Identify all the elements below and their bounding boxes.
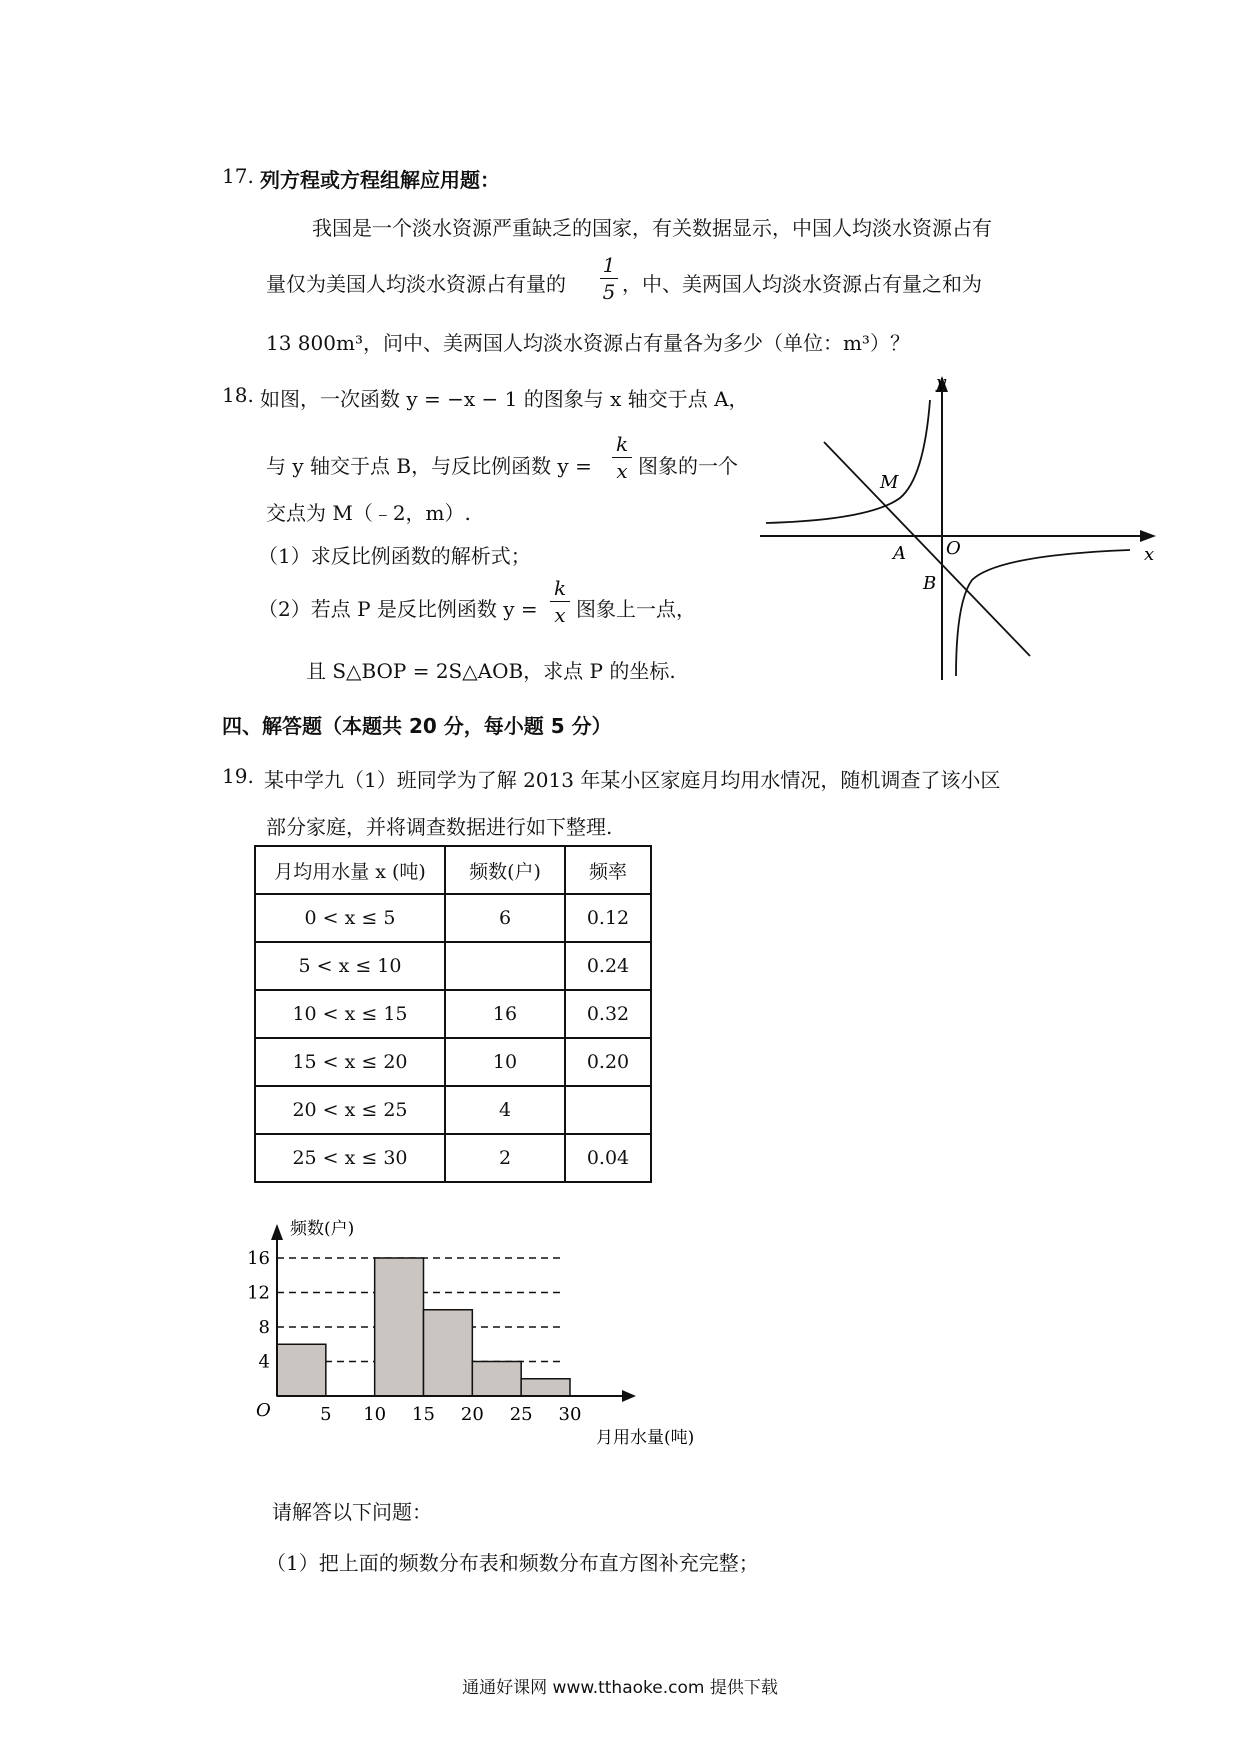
graph-label-y: y [936,372,947,393]
histogram-bar [424,1310,473,1396]
histogram-y-label: 频数(户) [290,1219,355,1239]
histogram-bar [521,1379,570,1396]
histogram-x-tick-label: 25 [509,1404,533,1425]
q17-line2a: 量仅为美国人均淡水资源占有量的 [266,272,566,296]
q18-part2c: 且 S△BOP = 2S△AOB，求点 P 的坐标. [306,659,676,683]
table-cell: 10 [445,1038,565,1086]
table-header-row [255,846,651,894]
histogram-x-tick-label: 5 [320,1404,332,1425]
q19-line1: 某中学九（1）班同学为了解 2013 年某小区家庭月均用水情况，随机调查了该小区 [264,768,1001,792]
graph-label-a: A [893,543,906,564]
histogram-bar [375,1258,424,1396]
table-cell: 4 [445,1086,565,1134]
histogram-x-tick-label: 30 [558,1404,582,1425]
q19-prompt: 请解答以下问题： [272,1500,432,1524]
table-cell: 0.32 [565,990,651,1038]
graph-label-m: M [880,472,899,493]
table-cell: 0 < x ≤ 5 [255,894,445,942]
table-header-cell: 频率 [565,846,651,894]
table-cell: 2 [445,1134,565,1182]
q17-number: 17. [222,164,254,188]
histogram-bar [277,1344,326,1396]
q18-function-graph [760,370,1160,690]
q18-line3: 交点为 M（﹣2，m）. [266,501,471,525]
q17-title: 列方程或方程组解应用题： [260,168,500,192]
table-cell: 0.24 [565,942,651,990]
q18-part2b: 图象上一点， [576,597,696,621]
q19-part1: （1）把上面的频数分布表和频数分布直方图补充完整； [266,1551,759,1575]
table-row [255,894,651,942]
table-row [255,1038,651,1086]
histogram-y-tick-label: 8 [258,1317,270,1338]
table-cell [565,1086,651,1134]
q18-line2b: 图象的一个 [638,454,738,478]
table-cell: 0.20 [565,1038,651,1086]
linear-function-line [824,442,1030,656]
q19-line2: 部分家庭，并将调查数据进行如下整理. [266,815,613,839]
histogram-bar [472,1362,521,1397]
table-row [255,1086,651,1134]
q18-number: 18. [222,383,254,407]
histogram-y-arrow-icon [271,1224,283,1240]
table-cell: 5 < x ≤ 10 [255,942,445,990]
q18-line1: 如图，一次函数 y = −x − 1 的图象与 x 轴交于点 A， [260,387,749,411]
q17-fraction [600,253,618,304]
table-cell: 25 < x ≤ 30 [255,1134,445,1182]
table-cell: 0.04 [565,1134,651,1182]
table-row [255,990,651,1038]
frequency-histogram [230,1210,730,1455]
q19-number: 19. [222,764,254,788]
table-cell: 16 [445,990,565,1038]
table-row [255,1134,651,1182]
histogram-x-tick-label: 10 [363,1404,387,1425]
histogram-x-label: 月用水量(吨) [596,1428,695,1448]
graph-label-b: B [923,573,937,594]
q17-line2b: ，中、美两国人均淡水资源占有量之和为 [622,272,982,296]
q18-part2a: （2）若点 P 是反比例函数 y = [258,597,538,621]
frequency-table [254,845,652,1183]
histogram-origin-label: O [256,1400,271,1421]
table-cell [445,942,565,990]
table-cell: 6 [445,894,565,942]
histogram-x-tick-label: 15 [412,1404,435,1425]
histogram-y-tick-label: 4 [258,1351,270,1373]
page-footer: 通通好课网 www.tthaoke.com 提供下载 [462,1678,778,1698]
q18-fraction [612,432,632,483]
table-cell: 10 < x ≤ 15 [255,990,445,1038]
section4-title: 四、解答题（本题共 20 分，每小题 5 分） [222,714,612,738]
histogram-x-arrow-icon [622,1390,636,1402]
table-row [255,942,651,990]
q18-fraction-2 [550,576,570,627]
table-header-cell: 频数(户) [445,846,565,894]
q17-frac-den: 5 [602,280,616,304]
graph-label-x: x [1144,544,1155,565]
q18-frac-num: k [615,432,629,456]
table-cell: 0.12 [565,894,651,942]
q17-line3: 13 800m³，问中、美两国人均淡水资源占有量各为多少（单位：m³）？ [266,331,910,355]
hyperbola-branch-lower-right [956,550,1130,676]
table-cell: 20 < x ≤ 25 [255,1086,445,1134]
x-axis-arrow-icon [1140,530,1156,542]
q18-part1: （1）求反比例函数的解析式； [258,544,531,568]
q17-line1: 我国是一个淡水资源严重缺乏的国家，有关数据显示，中国人均淡水资源占有 [312,216,992,240]
table-cell: 15 < x ≤ 20 [255,1038,445,1086]
hyperbola-branch-upper-left [766,400,930,523]
q18-line2a: 与 y 轴交于点 B，与反比例函数 y = [266,454,592,478]
q18-frac2-num: k [553,576,567,600]
histogram-x-tick-label: 20 [460,1404,484,1425]
table-header-cell: 月均用水量 x (吨) [255,846,445,894]
histogram-y-tick-label: 12 [247,1282,270,1304]
histogram-y-tick-label: 16 [247,1248,270,1269]
graph-label-o: O [946,538,961,559]
q18-frac-den: x [616,459,628,483]
q17-frac-num: 1 [602,253,616,277]
q18-frac2-den: x [554,603,566,627]
